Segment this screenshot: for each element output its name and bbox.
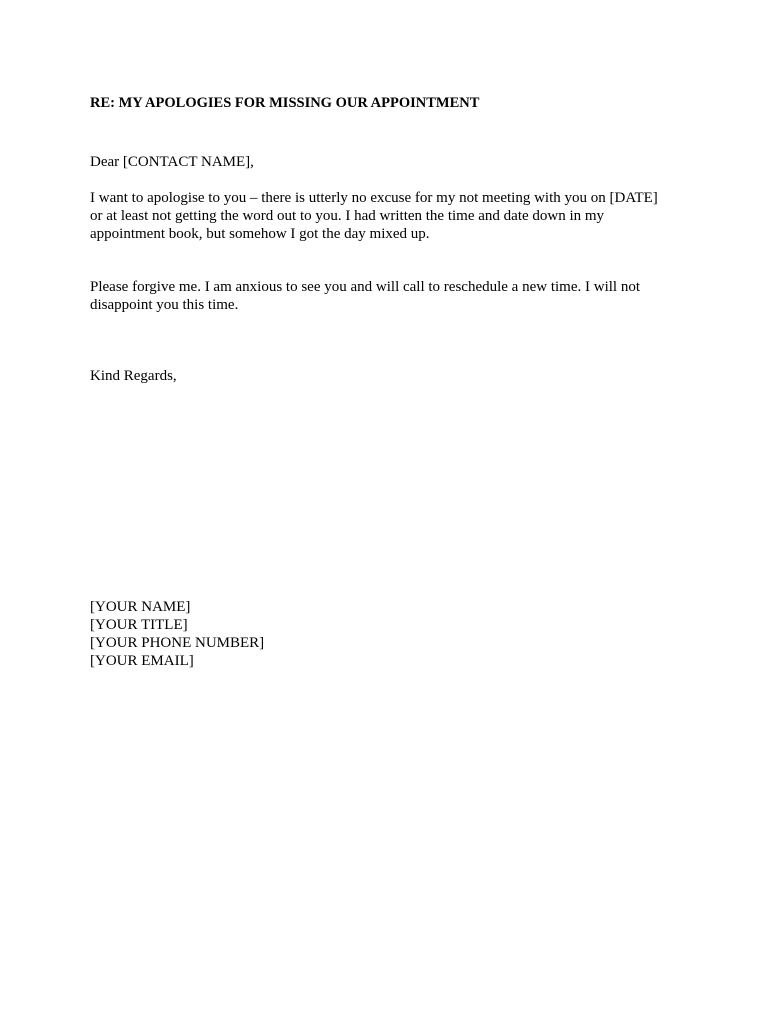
signature-email: [YOUR EMAIL] xyxy=(90,653,194,669)
letter-paragraph-2 xyxy=(90,278,680,314)
paragraph-line: or at least not getting the word out to you. I had written the time and date down in my xyxy=(90,208,605,224)
letter-salutation: Dear [CONTACT NAME], xyxy=(90,154,254,170)
paragraph-line: I want to apologise to you – there is utterly no excuse for my not meeting with you on [DATE] xyxy=(90,190,658,206)
paragraph-line: Please forgive me. I am anxious to see you and will call to reschedule a new time. I will not xyxy=(90,279,640,295)
paragraph-line: appointment book, but somehow I got the day mixed up. xyxy=(90,226,430,242)
paragraph-line: disappoint you this time. xyxy=(90,297,239,313)
signature-phone: [YOUR PHONE NUMBER] xyxy=(90,635,265,651)
signature-block xyxy=(90,598,680,670)
letter-closing: Kind Regards, xyxy=(90,368,177,384)
signature-title: [YOUR TITLE] xyxy=(90,617,188,633)
letter-subject: RE: MY APOLOGIES FOR MISSING OUR APPOINTMENT xyxy=(90,95,480,111)
letter-paragraph-1 xyxy=(90,189,680,243)
signature-name: [YOUR NAME] xyxy=(90,599,191,615)
